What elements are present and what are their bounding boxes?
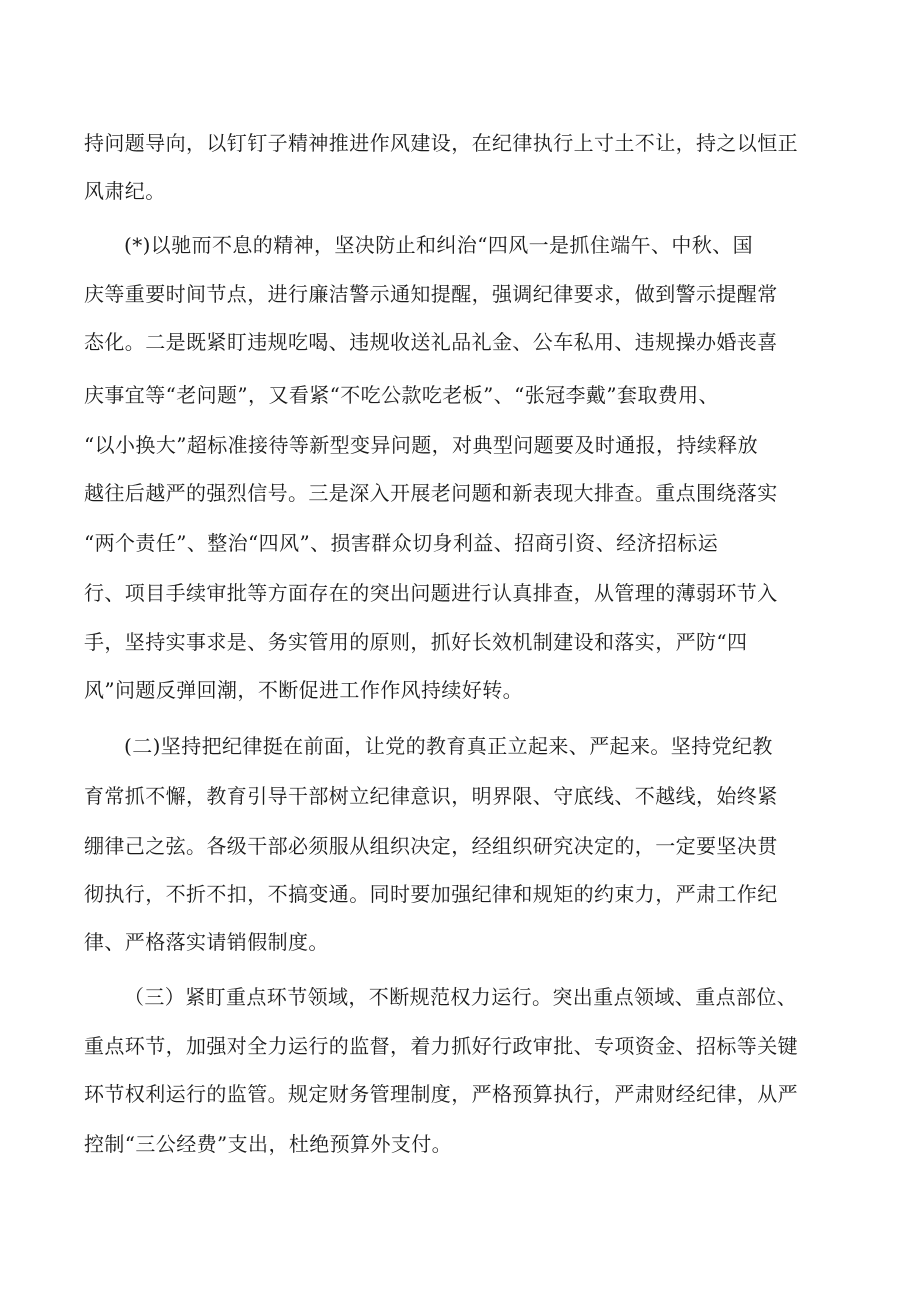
text-line-18: （三）紧盯重点环节领域，不断规范权力运行。突出重点领域、重点部位、	[124, 985, 798, 1009]
text-line-16: 彻执行，不折不扣，不搞变通。同时要加强纪律和规矩的约束力，严肃工作纪	[84, 882, 778, 906]
text-line-13: (二)坚持把纪律挺在前面，让党的教育真正立起来、严起来。坚持党纪教	[124, 734, 773, 758]
text-line-12: 风”问题反弹回潮，不断促进工作作风持续好转。	[84, 678, 524, 702]
text-line-11: 手，坚持实事求是、务实管用的原则，抓好长效机制建设和落实，严防“四	[84, 630, 748, 654]
text-line-9: “两个责任”、整治“四风”、损害群众切身利益、招商引资、经济招标运	[84, 531, 719, 555]
text-line-7: “以小换大”超标准接待等新型变异问题，对典型问题要及时通报，持续释放	[84, 433, 759, 457]
text-line-8: 越往后越严的强烈信号。三是深入开展老问题和新表现大排查。重点围绕落实	[84, 481, 778, 505]
text-line-6: 庆事宜等“老问题”，又看紧“不吃公款吃老板”、“张冠李戴”套取费用、	[84, 383, 719, 407]
text-line-4: 庆等重要时间节点，进行廉洁警示通知提醒，强调纪律要求，做到警示提醒常	[84, 282, 778, 306]
text-line-21: 控制“三公经费”支出，杜绝预算外支付。	[84, 1132, 453, 1156]
text-line-15: 绷律己之弦。各级干部必须服从组织决定，经组织研究决定的，一定要坚决贯	[84, 834, 778, 858]
text-line-20: 环节权利运行的监管。规定财务管理制度，严格预算执行，严肃财经纪律，从严	[84, 1082, 798, 1106]
text-line-10: 行、项目手续审批等方面存在的突出问题进行认真排查，从管理的薄弱环节入	[84, 581, 778, 605]
text-line-3: (*)以驰而不息的精神，坚决防止和纠治“四风一是抓住端午、中秋、国	[124, 233, 754, 257]
text-line-17: 律、严格落实请销假制度。	[84, 930, 329, 954]
text-line-14: 育常抓不懈，教育引导干部树立纪律意识，明界限、守底线、不越线，始终紧	[84, 784, 778, 808]
text-line-5: 态化。二是既紧盯违规吃喝、违规收送礼品礼金、公车私用、违规操办婚丧喜	[84, 330, 778, 354]
text-line-1: 持问题导向，以钉钉子精神推进作风建设，在纪律执行上寸土不让，持之以恒正	[84, 131, 798, 155]
text-line-19: 重点环节，加强对全力运行的监督，着力抓好行政审批、专项资金、招标等关键	[84, 1034, 798, 1058]
text-line-2: 风肃纪。	[84, 179, 166, 203]
